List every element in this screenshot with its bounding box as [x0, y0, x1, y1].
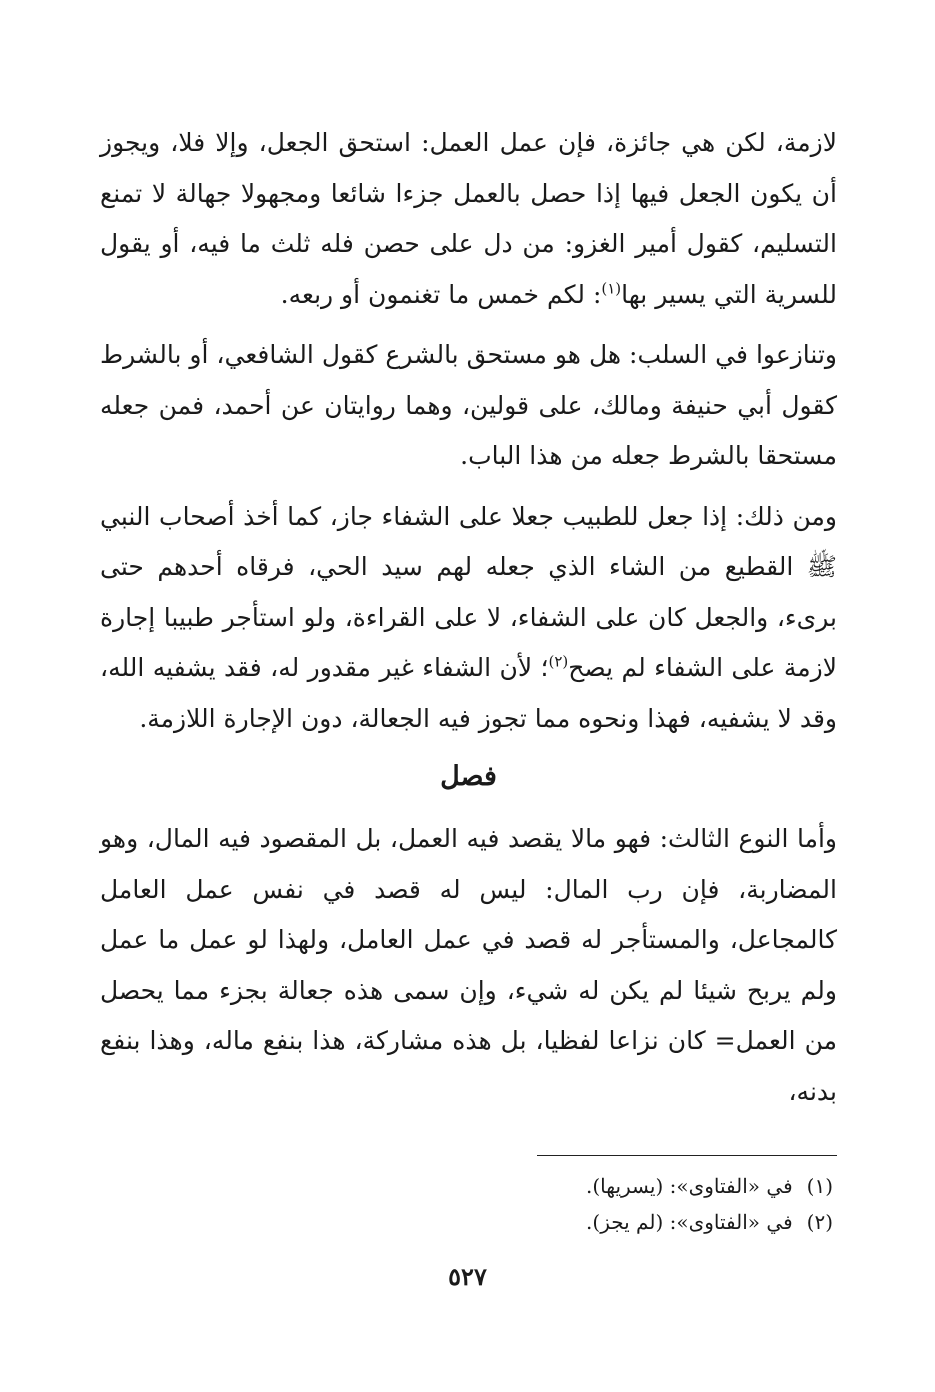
paragraph-3: [100, 492, 837, 745]
section-heading: فصل: [440, 761, 497, 792]
paragraph-1-text-end: : لكم خمس ما تغنمون أو ربعه.: [280, 279, 602, 309]
paragraph-1: [100, 118, 837, 320]
footnote-2-number: (٢): [806, 1210, 833, 1234]
footnotes: [100, 1155, 837, 1240]
paragraph-2-text: وتنازعوا في السلب: هل هو مستحق بالشرع كقول الشافعي، أو بالشرط كقول أبي حنيفة ومالك، على قولين، وهما روايتان عن أحمد، فمن جعله مستحقا بالشرط جعله من هذا الباب.: [100, 340, 837, 470]
footnote-1-number: (١): [806, 1174, 833, 1198]
footnote-1-text: في «الفتاوى»: (يسريها).: [585, 1174, 793, 1198]
paragraph-3-text-end: ؛ لأن الشفاء غير مقدور له، فقد يشفيه الله، وقد لا يشفيه، فهذا ونحوه مما تجوز فيه الجعالة، دون الإجارة اللازمة.: [100, 653, 837, 733]
footnote-ref-1[interactable]: (١): [601, 279, 622, 298]
paragraph-2: [100, 330, 837, 482]
paragraph-3-text: ومن ذلك: إذا جعل للطبيب جعلا على الشفاء جاز، كما أخذ أصحاب النبي ﷺ القطيع من الشاء الذي جعله لهم سيد الحي، فرقاه أحدهم حتى برىء، والجعل كان على الشفاء، لا على القراءة، ولو استأجر طبيبا إجارة لازمة على الشفاء لم يصح: [100, 501, 838, 682]
footnote-ref-2[interactable]: (٢): [548, 652, 569, 671]
page-body: [100, 118, 837, 1117]
footnote-2: [100, 1204, 837, 1240]
footnote-1: [100, 1168, 837, 1204]
paragraph-1-text: لازمة، لكن هي جائزة، فإن عمل العمل: استحق الجعل، وإلا فلا، ويجوز أن يكون الجعل فيها إذا حصل بالعمل جزءا شائعا ومجهولا جهالة لا تمنع التسليم، كقول أمير الغزو: من دل على حصن فله ثلث ما فيه، أو يقول للسرية التي يسير بها: [100, 128, 837, 309]
footnote-2-text: في «الفتاوى»: (لم يجز).: [586, 1210, 793, 1234]
section-paragraph: وأما النوع الثالث: فهو مالا يقصد فيه العمل، بل المقصود فيه المال، وهو المضاربة، فإن رب المال: ليس له قصد في نفس عمل العامل كالمجاعل، والمستأجر له قصد في عمل العامل، ولهذا لو عمل ما عمل ولم يربح شيئا لم يكن له شيء، وإن سمى هذه جعالة بجزء مما يحصل من العمل= كان نزاعا لفظيا، بل هذه مشاركة، هذا بنفع ماله، وهذا بنفع بدنه،: [100, 824, 837, 1106]
footnote-divider: [537, 1155, 837, 1156]
page-number: ٥٢٧: [448, 1262, 487, 1291]
